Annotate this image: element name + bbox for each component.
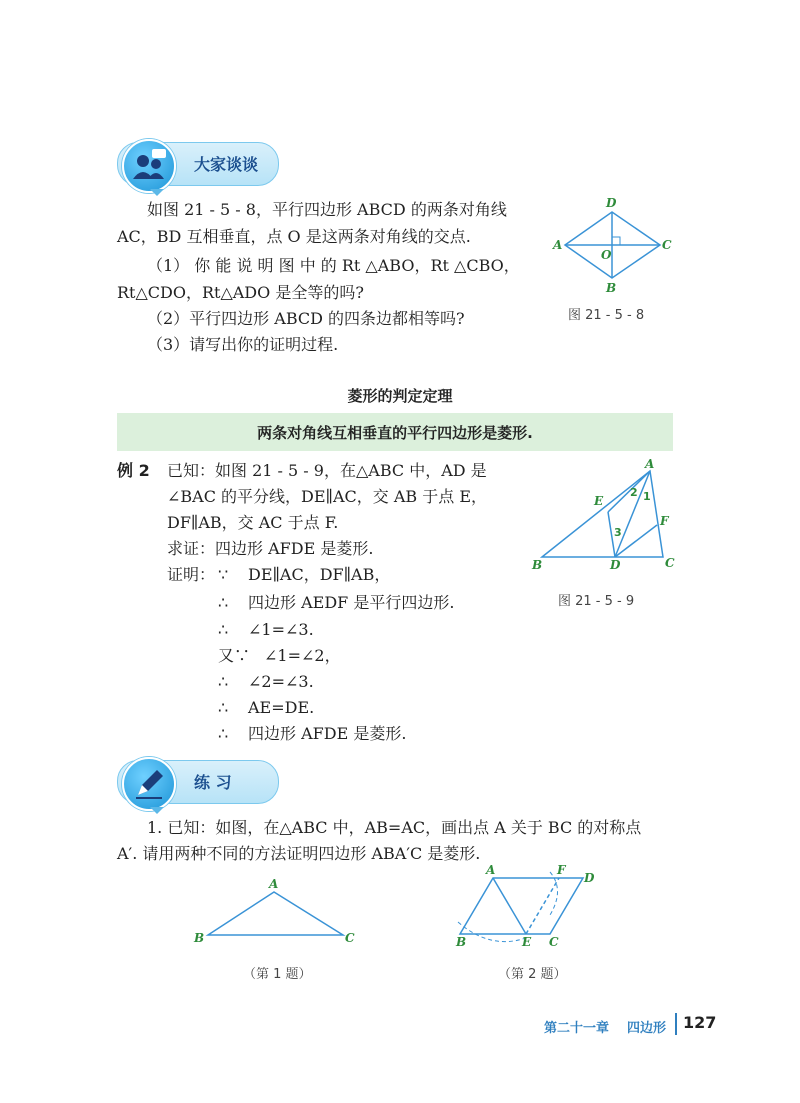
discussion-line-1: 如图 21 - 5 - 8，平行四边形 ABCD 的两条对角线 [147, 200, 507, 219]
label-F: F [557, 863, 566, 877]
proof-text: DE∥AC，DF∥AB， [248, 565, 391, 584]
label-B: B [456, 935, 467, 949]
exercise-q1-line-2: A′. 请用两种不同的方法证明四边形 ABA′C 是菱形. [117, 844, 481, 863]
label-F: F [660, 514, 669, 528]
label-E: E [594, 494, 604, 508]
angle-label-1: 1 [643, 490, 651, 503]
proof-text: ∠2=∠3. [248, 672, 314, 691]
proof-symbol: ∴ [218, 620, 229, 639]
label-C: C [345, 931, 355, 945]
exercise-q1-line-1: 1. 已知：如图，在△ABC 中，AB=AC，画出点 A 关于 BC 的对称点 [147, 818, 642, 837]
label-B: B [194, 931, 205, 945]
theorem-statement: 两条对角线互相垂直的平行四边形是菱形. [257, 424, 533, 442]
discussion-line-6: （3）请写出你的证明过程. [147, 335, 339, 354]
badge-arrow-icon [150, 807, 164, 814]
proof-step-7 [218, 722, 406, 746]
proof-step-4 [218, 644, 341, 668]
example-given-3: DF∥AB，交 AC 于点 F. [167, 513, 339, 532]
label-E: E [522, 935, 532, 949]
footer-section: 四边形 [627, 1021, 667, 1036]
example-given-2: ∠BAC 的平分线，DE∥AC，交 AB 于点 E， [167, 487, 487, 506]
theorem-box [117, 413, 673, 451]
isosceles-triangle-figure [190, 875, 370, 955]
angle-label-3: 3 [614, 526, 622, 539]
example-prove: 求证：四边形 AFDE 是菱形. [167, 539, 374, 558]
page-number: 127 [683, 1013, 717, 1032]
exercise-badge [117, 760, 279, 804]
label-C: C [549, 935, 559, 949]
label-A: A [645, 457, 655, 471]
figure-caption-21-5-9: 图 21 - 5 - 9 [558, 594, 635, 609]
proof-step-3 [218, 618, 314, 642]
proof-text: 四边形 AEDF 是平行四边形. [248, 593, 455, 612]
proof-text: 四边形 AFDE 是菱形. [248, 724, 407, 743]
label-A: A [269, 877, 279, 891]
proof-text: ∠1=∠2， [264, 646, 341, 665]
badge-arrow-icon [150, 189, 164, 196]
discussion-badge [117, 142, 279, 186]
exercise-badge-label: 练 习 [194, 773, 232, 792]
example-label: 例 2 [117, 461, 150, 480]
proof-step-1 [218, 563, 390, 587]
rhombus-construction-figure [450, 860, 610, 955]
proof-step-2 [218, 591, 454, 615]
discussion-line-5: （2）平行四边形 ABCD 的四条边都相等吗? [147, 309, 465, 328]
figure-caption-q2: （第 2 题） [498, 967, 567, 982]
label-C: C [665, 556, 675, 570]
discussion-line-4: Rt△CDO，Rt△ADO 是全等的吗? [117, 283, 364, 302]
proof-symbol: ∵ [218, 565, 229, 584]
label-D: D [584, 871, 595, 885]
angle-label-2: 2 [630, 486, 638, 499]
label-C: C [662, 238, 672, 252]
proof-symbol: 又∵ [218, 646, 251, 665]
discussion-line-2: AC，BD 互相垂直，点 O 是这两条对角线的交点. [117, 227, 471, 246]
label-A: A [486, 863, 496, 877]
footer-chapter: 第二十一章 [544, 1021, 610, 1036]
rhombus-figure [550, 195, 680, 295]
triangle-bisector-figure [530, 455, 690, 580]
proof-text: ∠1=∠3. [248, 620, 314, 639]
label-B: B [606, 281, 617, 295]
people-icon [122, 139, 176, 193]
proof-symbol: ∴ [218, 724, 229, 743]
discussion-line-3: （1） 你 能 说 明 图 中 的 Rt △ABO，Rt △CBO， [147, 256, 520, 275]
proof-step-5 [218, 670, 314, 694]
proof-symbol: ∴ [218, 672, 229, 691]
proof-symbol: ∴ [218, 593, 229, 612]
figure-caption-q1: （第 1 题） [243, 967, 312, 982]
example-given-1: 已知：如图 21 - 5 - 9，在△ABC 中，AD 是 [167, 461, 487, 480]
discussion-badge-label: 大家谈谈 [194, 155, 259, 174]
footer-divider [675, 1013, 677, 1035]
proof-text: AE=DE. [248, 698, 315, 717]
label-D: D [610, 558, 621, 572]
label-B: B [532, 558, 543, 572]
figure-caption-21-5-8: 图 21 - 5 - 8 [568, 308, 645, 323]
proof-symbol: ∴ [218, 698, 229, 717]
label-O: O [601, 248, 612, 262]
pencil-icon [122, 757, 176, 811]
label-A: A [553, 238, 563, 252]
proof-label: 证明： [167, 565, 216, 584]
label-D: D [606, 196, 617, 210]
proof-step-6 [218, 696, 314, 720]
theorem-title: 菱形的判定定理 [347, 387, 453, 405]
